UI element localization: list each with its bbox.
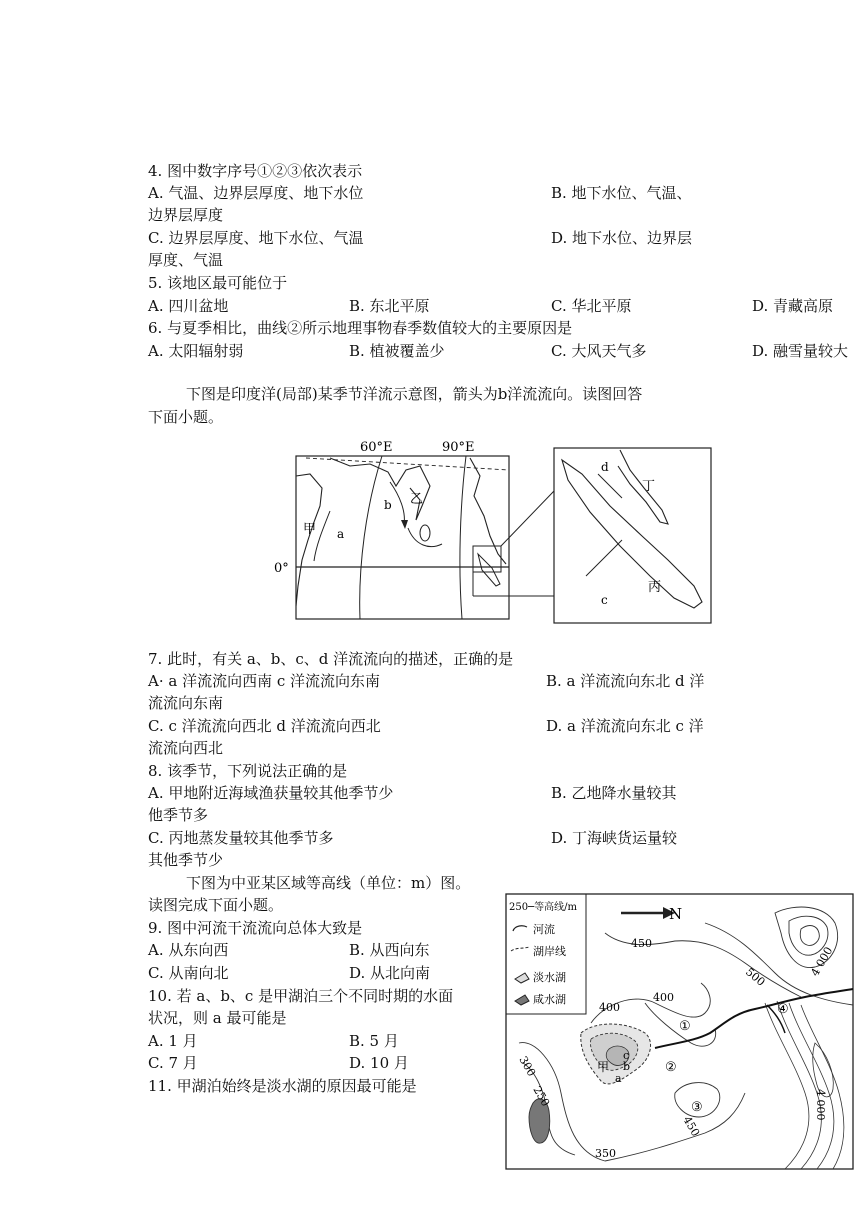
legend-contour-text: 250─等高线/m [509,902,577,913]
q10-stem: 10. 若 a、b、c 是甲湖泊三个不同时期的水面 [148,987,454,1005]
current-d-line [598,474,622,498]
ocean-intro-line2: 下面小题。 [148,408,224,426]
current-c-line [586,540,622,576]
q5-stem: 5. 该地区最可能位于 [148,274,288,292]
q9-option-c: C. 从南向北 [148,964,229,982]
contour-label-400-b: 400 [653,991,674,1004]
ocean-intro-line1: 下图是印度洋(局部)某季节洋流示意图，箭头为b洋流流向。读图回答 [186,385,643,403]
q4-option-b: B. 地下水位、气温、 [551,184,692,202]
lake-stage-c-label: c [623,1049,630,1062]
q7-option-b-cont: 流流向东南 [148,694,224,712]
q4-option-a: A. 气温、边界层厚度、地下水位 [148,184,364,202]
q10-option-c: C. 7 月 [148,1054,198,1072]
q7-option-b: B. a 洋流流向东北 d 洋 [546,672,705,690]
contour-label-250: 250 [530,1084,553,1109]
q7-option-c: C. c 洋流流向西北 d 洋流流向西北 [148,717,381,735]
lon-60e-label: 60°E [360,440,393,455]
q8-stem: 8. 该季节，下列说法正确的是 [148,762,348,780]
contour-label-500: 500 [743,965,768,989]
main-map-frame [296,456,509,619]
central-asia-contour-map [505,893,855,1171]
q6-option-b: B. 植被覆盖少 [349,342,445,360]
contour-label-300: 300 [516,1054,539,1079]
q4-option-d: D. 地下水位、边界层 [551,229,693,247]
inset-frame [554,448,711,623]
place-ding-label: 丁 [642,479,656,494]
tropic-dashed-line [306,458,509,470]
legend-fresh-text: 淡水湖 [533,971,566,984]
q4-stem: 4. 图中数字序号①②③依次表示 [148,162,363,180]
q8-option-d: D. 丁海峡货运量较 [551,829,678,847]
marker-3-label: ③ [691,1100,703,1115]
q7-option-d-cont: 流流向西北 [148,739,224,757]
contour-label-4000-north: 4 000 [808,944,836,979]
q10-stem-cont: 状况，则 a 最可能是 [148,1009,287,1027]
q7-option-a: A· a 洋流流向西南 c 洋流流向东南 [148,672,381,690]
contour-label-400-a: 400 [599,1001,620,1014]
q8-option-b: B. 乙地降水量较其 [551,784,677,802]
q8-option-b-cont: 他季节多 [148,806,209,824]
sri-lanka-island [420,525,430,541]
q4-option-b-cont: 边界层厚度 [148,206,224,224]
q10-option-b: B. 5 月 [349,1032,399,1050]
meridian-90e [460,456,466,619]
current-b-tail [408,528,442,547]
q9-option-b: B. 从西向东 [349,941,430,959]
current-a-line [314,511,330,561]
lake-stage-a-label: a [615,1072,622,1085]
q7-option-d: D. a 洋流流向东北 c 洋 [546,717,704,735]
place-yi-label: 乙 [410,492,424,507]
africa-coast [296,474,322,606]
marker-1-label: ① [679,1019,691,1034]
contour-label-450-north: 450 [631,937,652,950]
q4-option-c: C. 边界层厚度、地下水位、气温 [148,229,364,247]
q8-option-c: C. 丙地蒸发量较其他季节多 [148,829,334,847]
lon-90e-label: 90°E [442,440,475,455]
q5-option-b: B. 东北平原 [349,297,430,315]
inset-marker-box [473,546,501,572]
current-b-arrow-icon [401,520,408,529]
marker-2-label: ② [665,1060,677,1075]
current-c-label: c [601,593,608,607]
current-d-label: d [601,460,609,474]
legend-salt-text: 咸水湖 [533,993,566,1006]
meridian-60e [360,456,382,619]
place-bing-label: 丙 [648,580,662,595]
current-b-line [390,482,404,524]
current-b-label: b [384,498,392,512]
q10-option-a: A. 1 月 [148,1032,198,1050]
q5-option-a: A. 四川盆地 [148,297,229,315]
legend-river-text: 河流 [533,923,555,936]
current-a-label: a [337,527,345,541]
q8-option-a: A. 甲地附近海域渔获量较其他季节少 [148,784,394,802]
q6-option-a: A. 太阳辐射弱 [148,342,244,360]
q9-stem: 9. 图中河流干流流向总体大致是 [148,919,363,937]
equator-label: 0° [274,561,289,576]
place-jia-label: 甲 [303,522,317,537]
q8-option-d-cont: 其他季节少 [148,851,224,869]
q10-option-d: D. 10 月 [349,1054,409,1072]
q9-option-a: A. 从东向西 [148,941,229,959]
q5-option-c: C. 华北平原 [551,297,632,315]
sumatra-inset [562,460,702,608]
asia-intro-line1: 下图为中亚某区域等高线（单位：m）图。 [186,874,471,892]
lake-jia-label: 甲 [597,1060,610,1074]
indian-ocean-current-map [270,436,715,626]
q7-stem: 7. 此时，有关 a、b、c、d 洋流流向的描述，正确的是 [148,650,514,668]
contour-label-4000-east: 4 000 [814,1089,827,1121]
contour-label-450-basin: 450 [680,1114,703,1139]
q6-option-d: D. 融雪量较大 [752,342,849,360]
legend-shore-text: 湖岸线 [533,945,566,958]
q6-stem: 6. 与夏季相比，曲线②所示地理事物春季数值较大的主要原因是 [148,319,573,337]
q11-stem: 11. 甲湖泊始终是淡水湖的原因最可能是 [148,1077,417,1095]
north-label: N [669,905,683,923]
q6-option-c: C. 大风天气多 [551,342,647,360]
asia-intro-line2: 读图完成下面小题。 [148,896,284,914]
q5-option-d: D. 青藏高原 [752,297,834,315]
q9-option-d: D. 从北向南 [349,964,431,982]
lake-stage-b-label: b [623,1060,631,1073]
india-coast [330,458,430,520]
marker-4-label: ④ [777,1002,789,1017]
sumatra-island [478,554,500,586]
q4-option-d-cont: 厚度、气温 [148,251,224,269]
contour-label-350: 350 [595,1147,616,1160]
